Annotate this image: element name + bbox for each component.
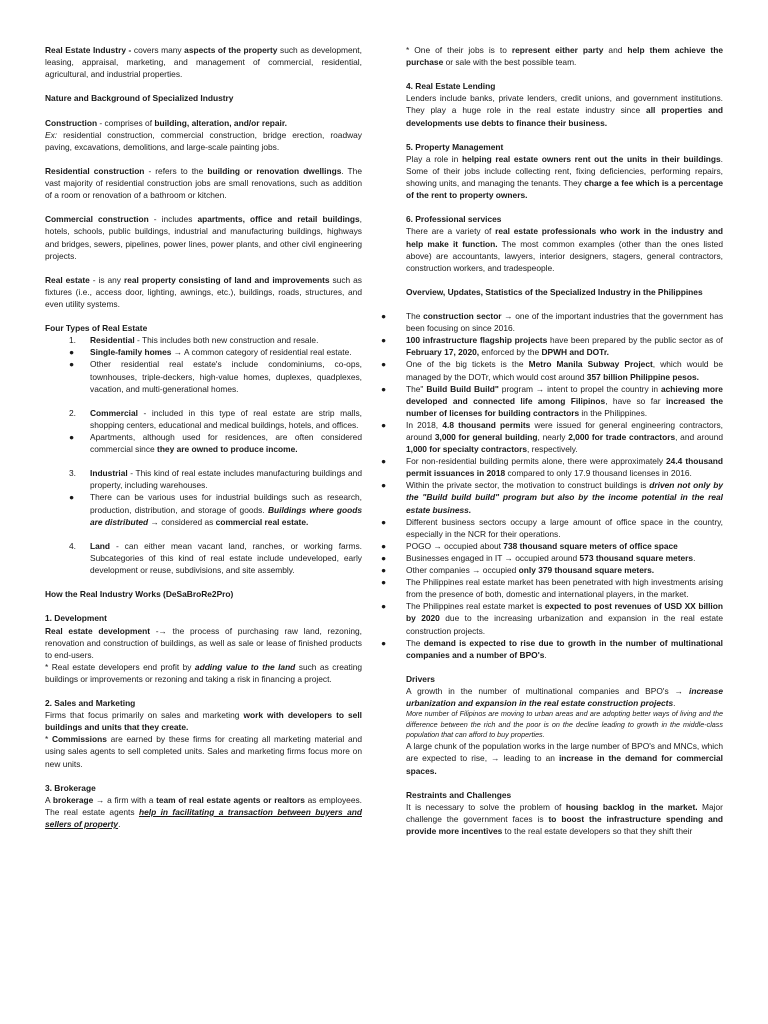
- list-item: ● Apartments, although used for residences, are often considered commercial since they are owned to produce income.: [69, 432, 362, 455]
- overview-bullet: ● For non-residential building permits alone, there were approximately 24.4 thousand permit issuances in 2018 compared to only 17.9 thousand licenses in 2016.: [381, 456, 723, 479]
- four-types-heading: Four Types of Real Estate: [45, 323, 148, 334]
- development-paragraph: Real estate development -→ the process of purchasing raw land, rezoning, renovation and construction of buildings, as well as sale or lease of finished products to end-users.: [45, 625, 363, 660]
- development-note: * Real estate developers end profit by adding value to the land such as creating buildings or improvements or rezoning and taking a risk in financing a project.: [45, 661, 363, 684]
- property-heading: 5. Property Management: [406, 141, 504, 152]
- bullet-icon: ●: [381, 637, 387, 648]
- overview-bullet: ● The" Build Build Build" program → intent to propel the country in achieving more developed and connected life among Filipinos, have so far increased the number of licenses for building contractors in the Philippines.: [381, 383, 724, 418]
- residential-paragraph: Residential construction - refers to the building or renovation dwellings. The vast majority of residential construction jobs are small renovations, such as addition of a room or renovation of a bathroom or kitchen.: [45, 165, 362, 201]
- bullet-icon: ●: [381, 552, 387, 563]
- drivers-paragraph: A growth in the number of multinational companies and BPO's → increase urbanization and expansion in the real estate construction projects.: [406, 685, 723, 709]
- overview-bullet: ● The construction sector → one of the important industries that the government has been focusing on since 2016.: [381, 311, 724, 334]
- lending-heading: 4. Real Estate Lending: [406, 81, 496, 92]
- bullet-icon: ●: [381, 480, 387, 491]
- overview-bullet: ● Different business sectors occupy a large amount of office space in the country, especially in the NCR for their operations.: [381, 516, 723, 539]
- bullet-icon: ●: [381, 601, 387, 612]
- property-paragraph: Play a role in helping real estate owners rent out the units in their buildings. Some of their jobs include collecting rent, fixing deficiencies, performing repairs, showing units, and managing the tenants. They charge a fee which is a percentage of the rent to property owners.: [406, 153, 723, 201]
- list-item: ● Single-family homes → A common category of residential real estate.: [69, 347, 352, 358]
- list-item: ● Other residential real estate's include condominiums, co-ops, townhouses, triple-deckers, high-value homes, duplexes, quadplexes, vacation, and multi-generational homes.: [69, 359, 362, 394]
- nature-heading: Nature and Background of Specialized Industry: [45, 93, 234, 104]
- right-column: [381, 44, 724, 837]
- commercial-paragraph: Commercial construction - includes apartments, office and retail buildings, hotels, schools, public buildings, industrial and manufacturing buildings, highways and bridges, sewers, pipelines, power lines, power plants, and other civil engineering projects.: [45, 214, 362, 261]
- overview-bullet: ● Within the private sector, the motivation to construct buildings is driven not only by the "Build build build" program but also by the income potential in the real estate business.: [381, 480, 724, 515]
- bullet-icon: ●: [381, 577, 387, 588]
- bullet-icon: ●: [381, 311, 387, 322]
- bullet-icon: ●: [381, 516, 387, 527]
- list-item: ● There can be various uses for industrial buildings such as research, production, distribution, and storage of goods. Buildings where goods are distributed → considered as commercial real estate.: [69, 492, 362, 527]
- overview-heading: Overview, Updates, Statistics of the Specialized Industry in the Philippines: [406, 286, 703, 297]
- type-industrial: 3. Industrial - This kind of real estate includes manufacturing buildings and property, including warehouses.: [69, 468, 362, 491]
- overview-bullet: ● Other companies → occupied only 379 thousand square meters.: [381, 565, 655, 576]
- type-commercial: 2. Commercial - included in this type of real estate are strip malls, shopping centers, educational and medical buildings, hotels, and offices.: [69, 407, 362, 430]
- intro-paragraph: Real Estate Industry - covers many aspects of the property such as development, leasing, appraisal, marketing, and management of commercial, residential, agricultural, and industrial properties.: [45, 45, 362, 80]
- real-estate-paragraph: Real estate - is any real property consisting of land and improvements such as fixtures (i.e., access door, lighting, awnings, etc.), buildings, roads, structures, and even utility systems.: [45, 274, 362, 309]
- type-residential: 1. Residential - This includes both new construction and resale.: [69, 335, 319, 346]
- sales-note: * Commissions are earned by these firms for creating all marketing material and using sales agents to sell completed units. Sales and marketing firms focus more on new units.: [45, 734, 362, 769]
- bullet-icon: ●: [381, 565, 387, 576]
- overview-bullet: ● POGO → occupied about 738 thousand square meters of office space: [381, 540, 678, 551]
- left-column: [45, 44, 362, 830]
- lending-paragraph: Lenders include banks, private lenders, credit unions, and government institutions. They play a huge role in the real estate industry since all properties and developments use debts to finance their business.: [406, 93, 723, 128]
- development-heading: 1. Development: [45, 613, 107, 624]
- bullet-icon: ●: [381, 456, 387, 467]
- drivers-paragraph-2: A large chunk of the population works in the large number of BPO's and MNCs, which are expected to rise, → leading to an increase in the demand for commercial spaces.: [406, 741, 723, 776]
- professional-paragraph: There are a variety of real estate professionals who work in the industry and help make it function. The most common examples (other than the ones listed above) are accountants, lawyers, interior designers, stagers, general contractors, construction workers, and tradespeople.: [406, 226, 723, 273]
- how-heading: How the Real Industry Works (DeSaBroRe2Pro): [45, 589, 234, 600]
- overview-bullet: ● The Philippines real estate market is expected to post revenues of USD XX billion by 2020 due to the increasing urbanization and expansion in the real estate construction projects.: [381, 601, 723, 636]
- professional-heading: 6. Professional services: [406, 214, 502, 225]
- overview-bullet: ● In 2018, 4.8 thousand permits were issued for general engineering contractors, around 3,000 for general building, nearly 2,000 for trade contractors, and around 1,000 for specialty contractors, respectively.: [381, 419, 723, 455]
- broker-note: * One of their jobs is to represent either party and help them achieve the purchase or sale with the best possible team.: [406, 45, 723, 68]
- drivers-note: More number of Filipinos are moving to urban areas and are adopting better ways of living and the difference between the rich and the poor is on the decline leading to growth in the middle-class population that can afford to buy properties.: [406, 709, 723, 739]
- restraints-paragraph: It is necessary to solve the problem of housing backlog in the market. Major challenge the government faces is to boost the infrastructure spending and provide more incentives to the real estate developers so that they shift their: [406, 801, 723, 837]
- construction-paragraph: Construction - comprises of building, alteration, and/or repair. Ex: residential construction, commercial construction, bridge erection, roadway paving, excavations, demolitions, and large-scale painting jobs.: [45, 117, 362, 152]
- sales-heading: 2. Sales and Marketing: [45, 698, 136, 709]
- overview-list: [381, 310, 724, 661]
- bullet-icon: ●: [381, 419, 387, 430]
- overview-bullet: ● 100 infrastructure flagship projects have been prepared by the public sector as of February 17, 2020, enforced by the DPWH and DOTr.: [381, 335, 723, 358]
- brokerage-paragraph: A brokerage → a firm with a team of real estate agents or realtors as employees. The real estate agents help in facilitating a transaction between buyers and sellers of property.: [45, 794, 363, 829]
- sales-paragraph: Firms that focus primarily on sales and marketing work with developers to sell buildings and units that they create.: [45, 710, 362, 733]
- bullet-icon: ●: [381, 540, 387, 551]
- brokerage-heading: 3. Brokerage: [45, 782, 96, 793]
- overview-bullet: ● Businesses engaged in IT → occupied around 573 thousand square meters.: [381, 552, 696, 563]
- bullet-icon: ●: [381, 359, 387, 370]
- overview-bullet: ● The Philippines real estate market has been penetrated with high investments arising from the presence of both, domestic and international players, in the market.: [381, 577, 723, 600]
- drivers-heading: Drivers: [406, 673, 435, 684]
- overview-bullet: ● The demand is expected to rise due to growth in the number of multinational companies and a number of BPO's.: [381, 637, 723, 660]
- type-land: 4. Land - can either mean vacant land, ranches, or working farms. Subcategories of this kind of real estate include undeveloped, early development or reuse, subdivisions, and site assembly.: [69, 540, 362, 576]
- overview-bullet: ● One of the big tickets is the Metro Manila Subway Project, which would be managed by the DOTr, which would cost around 357 billion Philippine pesos.: [381, 359, 723, 382]
- bullet-icon: ●: [381, 335, 387, 346]
- restraints-heading: Restraints and Challenges: [406, 789, 512, 800]
- bullet-icon: ●: [381, 383, 387, 394]
